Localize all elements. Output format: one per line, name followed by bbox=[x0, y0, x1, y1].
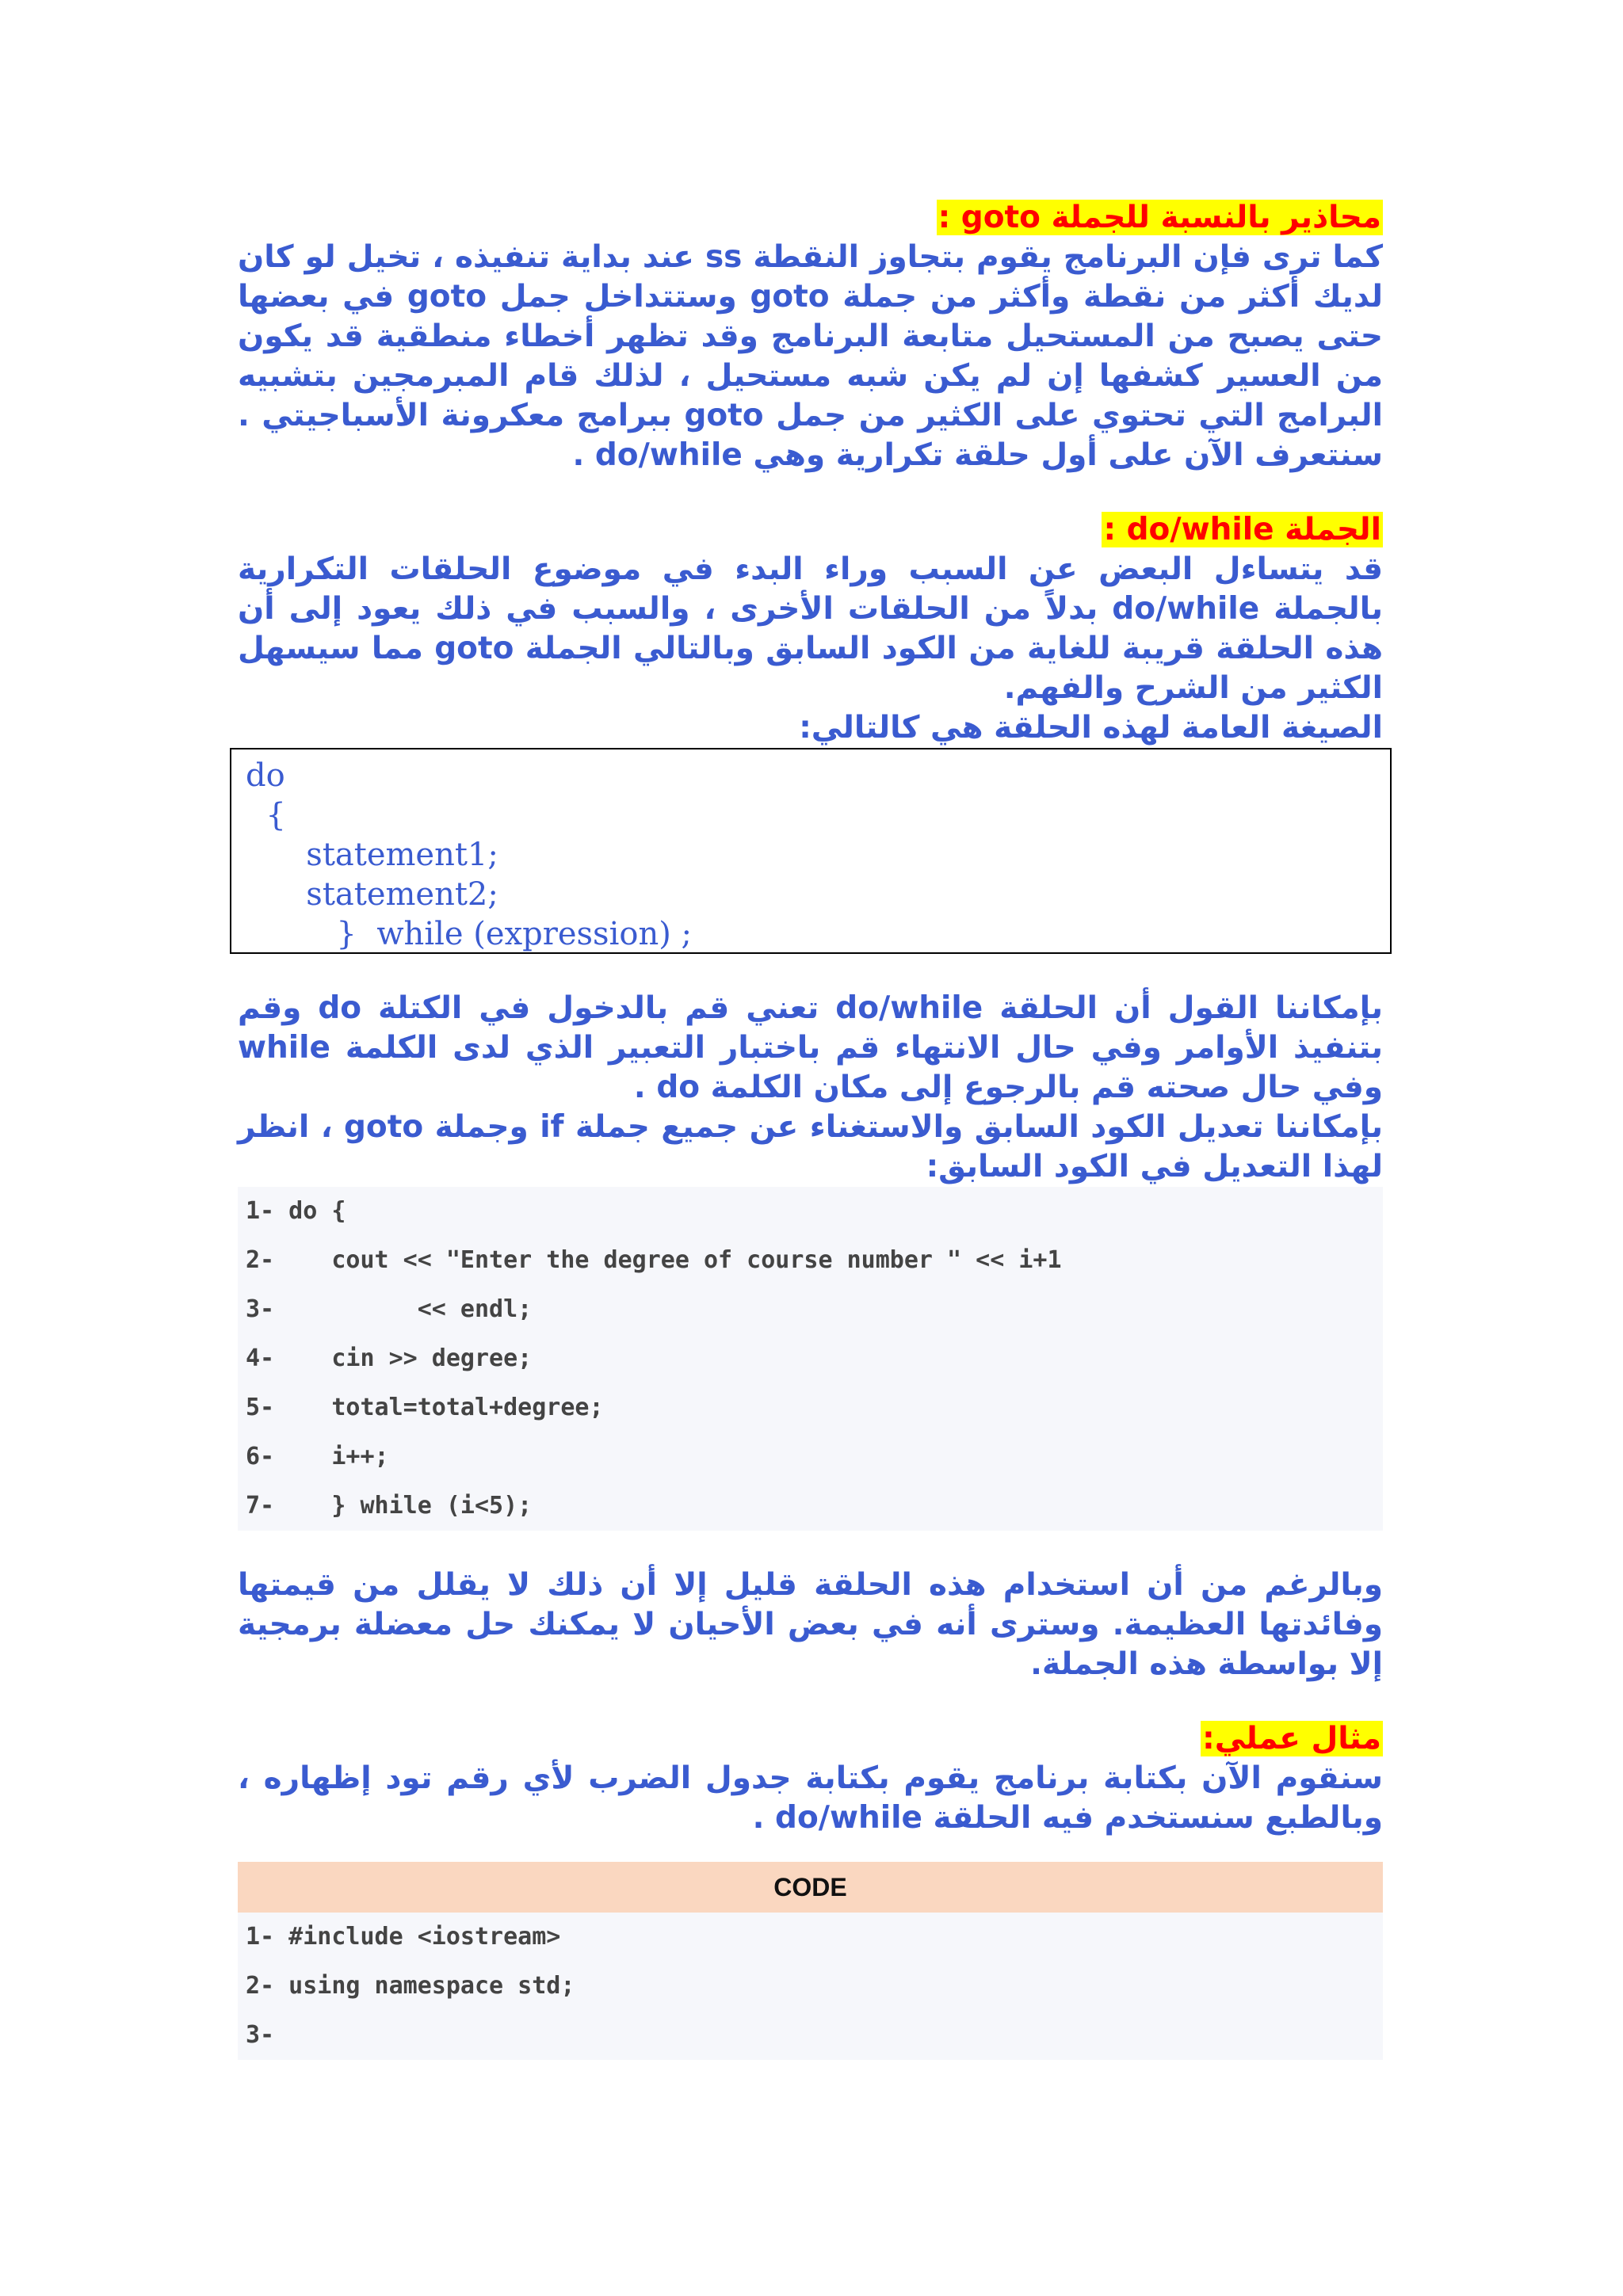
heading-highlight: محاذير بالنسبة للجملة goto : bbox=[938, 200, 1381, 235]
code-header: CODE bbox=[238, 1862, 1383, 1913]
code-line: 5- total=total+degree; bbox=[246, 1394, 604, 1421]
syntax-line: { bbox=[246, 797, 286, 833]
paragraph-modify-intro: بإمكاننا تعديل الكود السابق والاستغناء عن جميع جملة if وجملة goto ، انظر لهذا التعديل في الكود السابق: bbox=[238, 1109, 1383, 1184]
code-line: 3- bbox=[246, 2021, 275, 2049]
syntax-line: do bbox=[246, 757, 285, 794]
code-line: 4- cin >> degree; bbox=[246, 1344, 533, 1372]
code-block-example bbox=[238, 1862, 1383, 2060]
syntax-line: } while (expression) ; bbox=[246, 916, 693, 952]
section-heading-goto-warnings bbox=[238, 198, 1383, 238]
paragraph-goto-warnings: كما ترى فإن البرنامج يقوم بتجاوز النقطة ss عند بداية تنفيذه ، تخيل لو كان لديك أكثر من نقطة وأكثر من جملة goto وستتداخل جمل goto في بعضها حتى يصبح من المستحيل متابعة البرنامج وقد تظهر أخطاء منطقية قد يكون من العسير كشفها إن لم يكن شبه مستحيل ، لذلك قام المبرمجين بتشبيه البرامج التي تحتوي على الكثير من جمل goto ببرامج معكرونة الأسباجيتي . سنتعرف الآن على أول حلقة تكرارية وهي do/while . bbox=[238, 239, 1383, 473]
code-line: 3- << endl; bbox=[246, 1295, 533, 1323]
code-line: 7- } while (i<5); bbox=[246, 1492, 533, 1520]
code-line: 1- #include <iostream> bbox=[246, 1923, 561, 1951]
syntax-box bbox=[230, 748, 1392, 954]
syntax-line: statement2; bbox=[246, 876, 498, 913]
section-heading-example bbox=[238, 1719, 1383, 1759]
syntax-line: statement1; bbox=[246, 837, 498, 873]
code-line: 6- i++; bbox=[246, 1443, 389, 1470]
heading-highlight: الجملة do/while : bbox=[1103, 512, 1381, 547]
code-line: 2- cout << "Enter the degree of course number " << i+1 bbox=[246, 1246, 1062, 1274]
section-heading-do-while bbox=[238, 510, 1383, 550]
paragraph-example-intro: سنقوم الآن بكتابة برنامج يقوم بكتابة جدول الضرب لأي رقم تود إظهاره ، وبالطبع سنستخدم فيه الحلقة do/while . bbox=[238, 1760, 1383, 1836]
code-block-do-while bbox=[238, 1187, 1383, 1531]
syntax-intro: الصيغة العامة لهذه الحلقة هي كالتالي: bbox=[799, 710, 1383, 746]
paragraph-closing: وبالرغم من أن استخدام هذه الحلقة قليل إلا أن ذلك لا يقلل من قيمتها وفائدتها العظيمة. وسترى أنه في بعض الأحيان لا يمكنك حل معضلة برمجية إلا بواسطة هذه الجملة. bbox=[238, 1567, 1383, 1682]
code-line: 1- do { bbox=[246, 1197, 346, 1225]
heading-highlight: مثال عملي: bbox=[1202, 1721, 1381, 1756]
code-line: 2- using namespace std; bbox=[246, 1972, 575, 2000]
document-page bbox=[238, 198, 1383, 2060]
paragraph-do-while-intro: قد يتساءل البعض عن السبب وراء البدء في موضوع الحلقات التكرارية بالجملة do/while بدلاً من الحلقات الأخرى ، والسبب في ذلك يعود إلى أن هذه الحلقة قريبة للغاية من الكود السابق وبالتالي الجملة goto مما سيسهل الكثير من الشرح والفهم. bbox=[238, 551, 1383, 706]
paragraph-do-while-explanation: بإمكاننا القول أن الحلقة do/while تعني قم بالدخول في الكتلة do وقم بتنفيذ الأوامر وفي حال الانتهاء قم باختبار التعبير الذي لدى الكلمة while وفي حال صحته قم بالرجوع إلى مكان الكلمة do . bbox=[238, 990, 1383, 1105]
